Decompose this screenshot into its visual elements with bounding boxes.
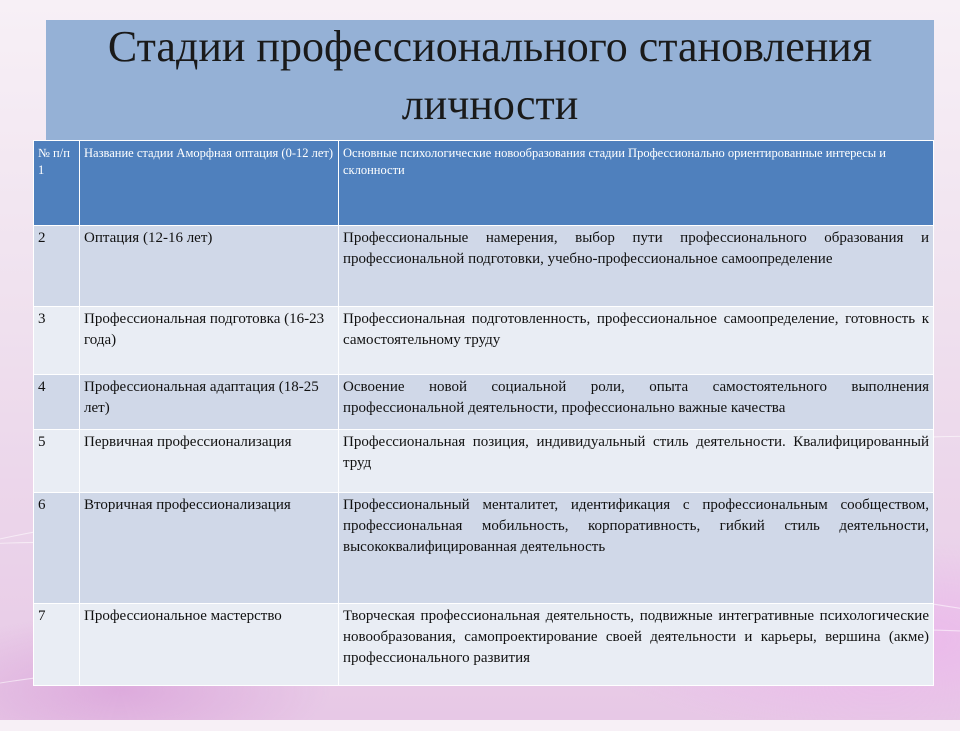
slide-title: Стадии профессионального становления личности bbox=[107, 22, 873, 129]
row-number: 4 bbox=[34, 375, 80, 430]
row-stage-name: Профессиональное мастерство bbox=[80, 604, 339, 686]
table-row bbox=[34, 226, 934, 307]
row-stage-name: Профессиональная подготовка (16-23 года) bbox=[80, 307, 339, 375]
table-row bbox=[34, 430, 934, 493]
row-number: 7 bbox=[34, 604, 80, 686]
row-description: Профессиональная позиция, индивидуальный стиль деятельности. Квалифицированный труд bbox=[339, 430, 934, 493]
row-stage-name: Оптация (12-16 лет) bbox=[80, 226, 339, 307]
row-description: Профессиональный менталитет, идентификация с профессиональным сообществом, профессиональная мобильность, корпоративность, гибкий стиль деятельности, высококвалифицированная деятельность bbox=[339, 493, 934, 604]
table-row bbox=[34, 375, 934, 430]
header-stage-name: Название стадии Аморфная оптация (0-12 лет) bbox=[80, 141, 339, 226]
row-description: Творческая профессиональная деятельность, подвижные интегративные психологические новообразования, самопроектирование своей деятельности и карьеры, вершина (акме) профессионального развития bbox=[339, 604, 934, 686]
row-stage-name: Профессиональная адаптация (18-25 лет) bbox=[80, 375, 339, 430]
table-header-row bbox=[34, 141, 934, 226]
table-row bbox=[34, 493, 934, 604]
row-stage-name: Вторичная профессионализация bbox=[80, 493, 339, 604]
table-row bbox=[34, 604, 934, 686]
header-description: Основные психологические новообразования стадии Профессионально ориентированные интересы и склонности bbox=[339, 141, 934, 226]
row-number: 3 bbox=[34, 307, 80, 375]
row-description: Профессиональные намерения, выбор пути профессионального образования и профессиональной подготовки, учебно-профессиональное самоопределение bbox=[339, 226, 934, 307]
table-row bbox=[34, 307, 934, 375]
row-number: 5 bbox=[34, 430, 80, 493]
row-description: Профессиональная подготовленность, профессиональное самоопределение, готовность к самостоятельному труду bbox=[339, 307, 934, 375]
row-stage-name: Первичная профессионализация bbox=[80, 430, 339, 493]
row-description: Освоение новой социальной роли, опыта самостоятельного выполнения профессиональной деятельности, профессионально важные качества bbox=[339, 375, 934, 430]
stages-table bbox=[33, 140, 934, 686]
row-number: 2 bbox=[34, 226, 80, 307]
header-number: № п/п 1 bbox=[34, 141, 80, 226]
row-number: 6 bbox=[34, 493, 80, 604]
